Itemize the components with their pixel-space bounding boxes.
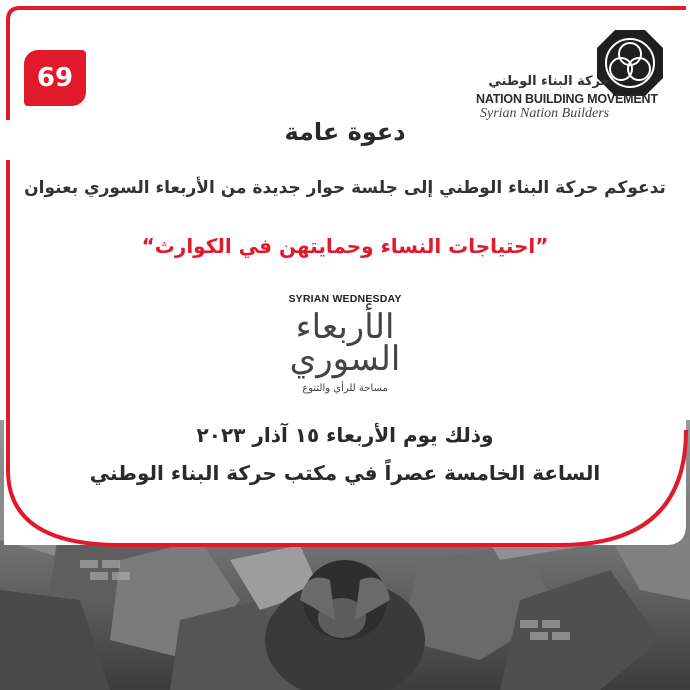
nation-building-logo [470, 28, 670, 124]
issue-number: 69 [36, 63, 74, 93]
logo-english-name: NATION BUILDING MOVEMENT [476, 92, 658, 106]
logo-tagline: Syrian Nation Builders [480, 106, 610, 121]
issue-number-badge [24, 50, 86, 106]
invitation-intro: تدعوكم حركة البناء الوطني إلى جلسة حوار جديدة من الأربعاء السوري بعنوان [24, 178, 666, 198]
invitation-title: دعوة عامة [284, 118, 406, 146]
syrian-wednesday-english: SYRIAN WEDNESDAY [288, 293, 402, 305]
syrian-wednesday-arabic-line2: السوري [289, 339, 401, 379]
session-topic: ”احتياجات النساء وحمايتهن في الكوارث“ [141, 234, 549, 258]
syrian-wednesday-tagline: مساحة للرأي والتنوع [302, 383, 388, 394]
session-time-location: الساعة الخامسة عصراً في مكتب حركة البناء الوطني [89, 461, 601, 485]
session-date: وذلك يوم الأربعاء ١٥ آذار ٢٠٢٣ [196, 423, 494, 447]
logo-arabic-name: حركة البناء الوطني [488, 74, 610, 89]
syrian-wednesday-arabic-line1: الأربعاء [295, 307, 395, 347]
